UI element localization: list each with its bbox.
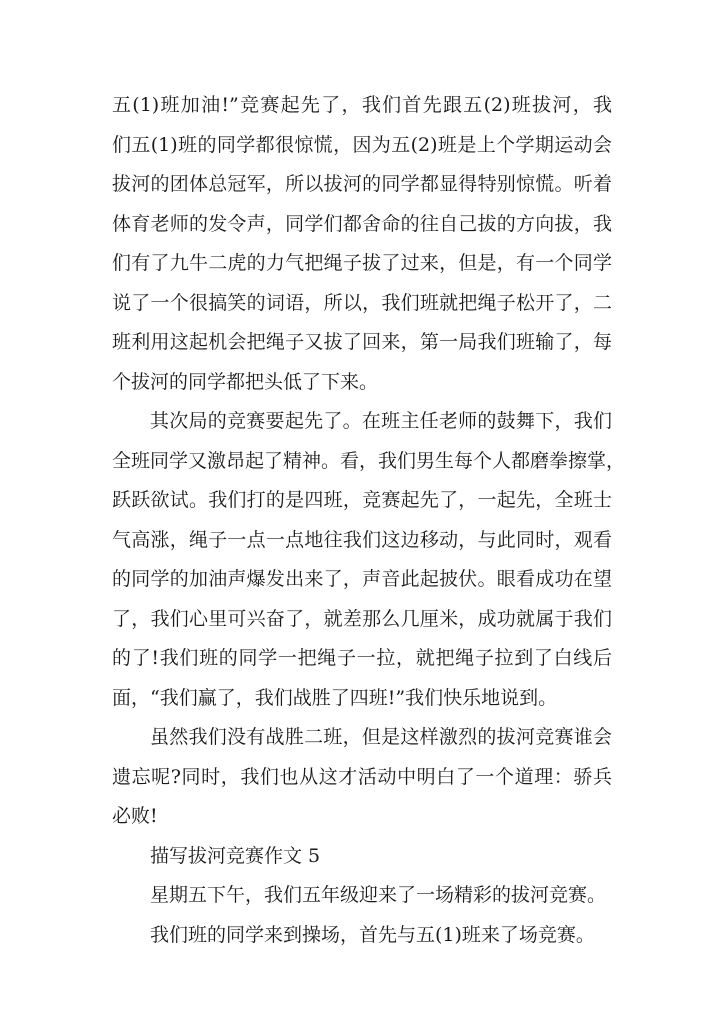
text-line: 们有了九牛二虎的力气把绳子拔了过来，但是，有一个同学 bbox=[112, 252, 612, 274]
text-line: 五(1)班加油!”竞赛起先了，我们首先跟五(2)班拔河，我 bbox=[112, 94, 612, 116]
text-line: 的了!我们班的同学一把绳子一拉，就把绳子拉到了白线后 bbox=[112, 647, 612, 669]
text-line: 说了一个很搞笑的词语，所以，我们班就把绳子松开了，二 bbox=[112, 291, 612, 314]
text-line: 们五(1)班的同学都很惊慌，因为五(2)班是上个学期运动会 bbox=[112, 133, 612, 156]
text-line: 班利用这起机会把绳子又拔了回来，第一局我们班输了，每 bbox=[112, 331, 612, 353]
text-line: 气高涨，绳子一点一点地往我们这边移动，与此同时，观看 bbox=[112, 528, 612, 551]
text-line: 面，“我们赢了，我们战胜了四班!”我们快乐地说到。 bbox=[112, 686, 558, 709]
text-line: 虽然我们没有战胜二班，但是这样激烈的拔河竞赛谁会 bbox=[150, 726, 612, 748]
text-line: 遗忘呢?同时，我们也从这才活动中明白了一个道理：骄兵 bbox=[112, 765, 612, 788]
text-line: 其次局的竞赛要起先了。在班主任老师的鼓舞下，我们 bbox=[150, 410, 612, 432]
text-line: 我们班的同学来到操场，首先与五(1)班来了场竞赛。 bbox=[150, 923, 595, 946]
text-line: 星期五下午，我们五年级迎来了一场精彩的拔河竞赛。 bbox=[150, 884, 607, 906]
text-line: 的同学的加油声爆发出来了，声音此起披伏。眼看成功在望 bbox=[112, 568, 612, 590]
text-line: 体育老师的发令声，同学们都舍命的往自己拔的方向拔，我 bbox=[112, 212, 612, 235]
text-line: 了，我们心里可兴奋了，就差那么几厘米，成功就属于我们 bbox=[112, 607, 612, 630]
text-line: 描写拔河竞赛作文 5 bbox=[150, 844, 321, 867]
text-line: 拔河的团体总冠军，所以拔河的同学都显得特别惊慌。听着 bbox=[112, 173, 612, 195]
text-line: 必败! bbox=[112, 805, 158, 827]
text-line: 全班同学又激昂起了精神。看，我们男生每个人都磨拳擦掌， bbox=[112, 449, 626, 472]
text-line: 个拔河的同学都把头低了下来。 bbox=[112, 370, 379, 393]
text-line: 跃跃欲试。我们打的是四班，竞赛起先了，一起先，全班士 bbox=[112, 489, 612, 511]
document-body bbox=[112, 86, 626, 955]
